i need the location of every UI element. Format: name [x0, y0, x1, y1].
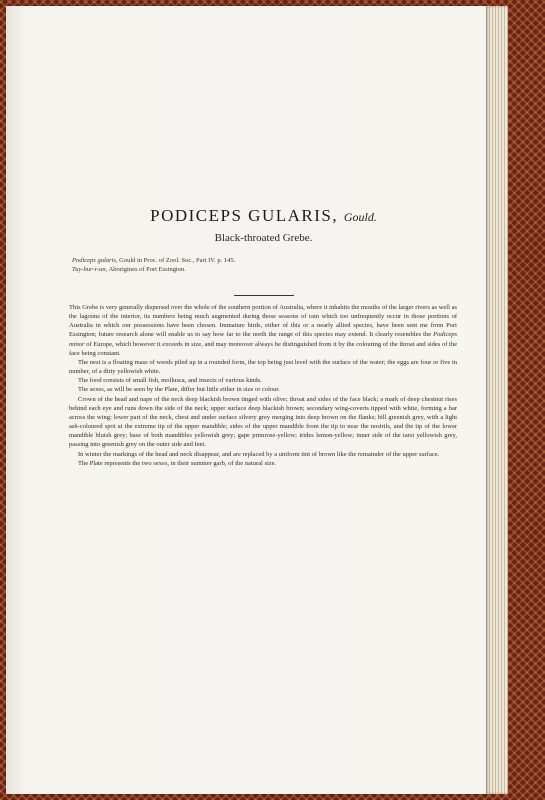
scientific-name: PODICEPS GULARIS, — [150, 206, 339, 225]
paragraph-text: The food consists of small fish, mollusca, and insects of various kinds. — [78, 377, 262, 385]
synonym-text: Gould in Proc. of Zool. Soc., Part IV. p. 145. — [119, 257, 236, 264]
synonym-entry — [72, 265, 452, 274]
paragraph-text: In winter the markings of the head and neck disappear, and are replaced by a uniform tint of brown like the remainder of the upper surface. — [78, 450, 440, 458]
species-title — [66, 206, 461, 226]
paragraph-text: The Plate represents the two sexes, in their summer garb, of the natural size. — [78, 459, 277, 467]
body-paragraph — [69, 303, 457, 358]
body-paragraph — [69, 450, 457, 459]
author-name: Gould. — [343, 210, 377, 224]
paragraph-text: The sexes, as will be seen by the Plate, differ but little either in size or colour. — [78, 386, 280, 394]
body-paragraph — [69, 459, 457, 468]
synonym-entry — [72, 256, 452, 265]
paragraph-text: This Grebe is very generally dispersed over the whole of the southern portion of Australia, where it inhabits the mouths of the larger rivers as well as the lagoons of the interior, its numbers being much augmented during those seasons of rain which too unfrequently occur in those portions of Australia in which our possessions have been chosen. Immature birds, either of this or a nearly allied species, have been sent me from Port Essington; future research alone will enable us to say how far to the north the range of this species may extend. It clearly resembles the — [69, 304, 457, 339]
synonym-text: Aborigines of Port Essington. — [108, 266, 186, 273]
body-paragraph — [69, 376, 457, 385]
body-text — [69, 303, 457, 468]
synonymy-list — [72, 256, 452, 274]
paragraph-text: Crown of the head and nape of the neck deep blackish brown tinged with olive; throat and sides of the face black; a mark of deep chestnut rises behind each eye and runs down the side of the neck; upper surface deep blackish brown; secondary wing-coverts tipped with white, forming a bar across the wing; lower part of the neck, chest and under surface silvery grey merging into deep brown on the flanks; bill greenish grey, with a light ash-coloured spot at the extreme tip of the upper mandible; sides of the upper mandible from the tip to near the nostrils, and the tip of the lower mandible bluish grey; base of both mandibles yellowish grey; gape primrose-yellow; irides lemon-yellow; inner side of the tarsi yellowish grey, passing into greenish grey on the outer side and feet. — [69, 395, 457, 449]
divider-rule — [234, 295, 294, 296]
species-reference: Podiceps minor — [69, 331, 457, 348]
synonym-name: Tuy-bur-r-un, — [72, 266, 108, 273]
paragraph-text: The nest is a floating mass of weeds piled up in a rounded form, the top being just level with the surface of the water; the eggs are four or five in number, of a dirty yellowish white. — [69, 358, 457, 376]
body-paragraph — [69, 358, 457, 376]
body-paragraph — [69, 395, 457, 450]
synonym-name: Podiceps gularis, — [72, 257, 118, 264]
book-page — [6, 6, 486, 794]
common-name: Black-throated Grebe. — [214, 232, 313, 244]
paragraph-text: of Europe, which however it exceeds in size, and may moreover always be distinguished from it by the colouring of the throat and sides of the face being constant. — [69, 340, 457, 357]
body-paragraph — [69, 385, 457, 394]
